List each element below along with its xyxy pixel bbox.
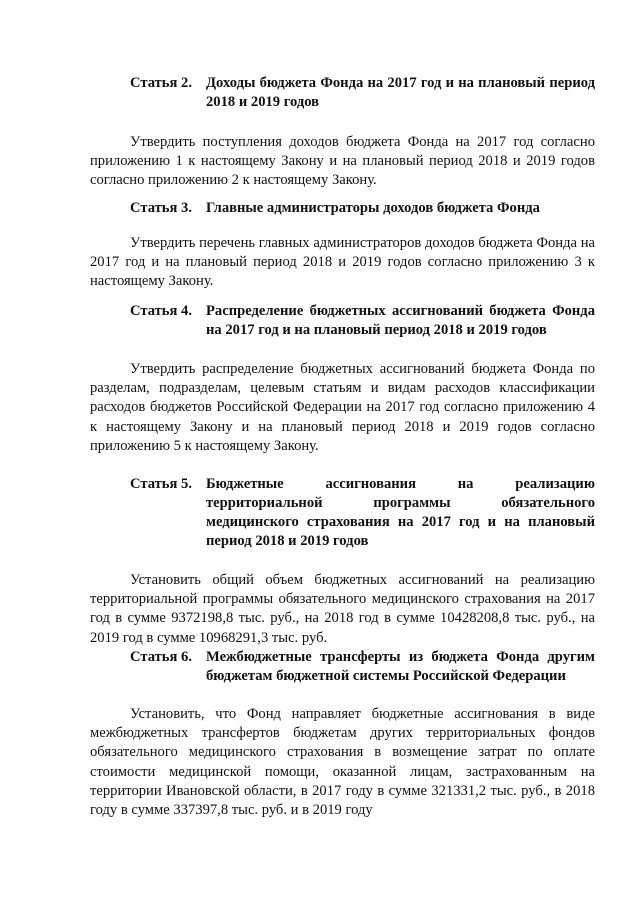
article-number: Статья 5.: [130, 476, 192, 492]
article-5: [90, 475, 595, 648]
article-title: Доходы бюджета Фонда на 2017 год и на плановый период 2018 и 2019 годов: [206, 75, 595, 110]
article-text: Утвердить перечень главных администраторов доходов бюджета Фонда на 2017 год и на плановый период 2018 и 2019 годов согласно приложению 3 к настоящему Закону.: [90, 235, 595, 290]
article-heading: [90, 199, 595, 218]
article-title: Распределение бюджетных ассигнований бюджета Фонда на 2017 год и на плановый период 2018 и 2019 годов: [206, 303, 595, 338]
article-text: Установить, что Фонд направляет бюджетные ассигнования в виде межбюджетных трансфертов бюджетам других территориальных фондов обязательного медицинского страхования в возмещение затрат по оплате стоимости медицинской помощи, оказанной лицам, застрахованным на территории Ивановской области, в 2017 году в сумме 321331,2 тыс. руб., в 2018 году в сумме 337397,8 тыс. руб. и в 2019 году: [90, 706, 595, 819]
article-heading: [90, 302, 595, 340]
article-2: [90, 74, 595, 191]
article-title: Межбюджетные трансферты из бюджета Фонда другим бюджетам бюджетной системы Российской Федерации: [206, 649, 595, 684]
article-text: Установить общий объем бюджетных ассигнований на реализацию территориальной программы обязательного медицинского страхования на 2017 год в сумме 9372198,8 тыс. руб., на 2018 год в сумме 10428208,8 тыс. руб., на 2019 год в сумме 10968291,3 тыс. руб.: [90, 572, 595, 646]
article-text: Утвердить поступления доходов бюджета Фонда на 2017 год согласно приложению 1 к настоящему Закону и на плановый период 2018 и 2019 годов согласно приложению 2 к настоящему Закону.: [90, 134, 595, 189]
article-4: [90, 302, 595, 456]
article-heading: [90, 475, 595, 551]
article-6: [90, 648, 595, 820]
article-text: Утвердить распределение бюджетных ассигнований бюджета Фонда по разделам, подразделам, целевым статьям и видам расходов классификации расходов бюджетов Российской Федерации на 2017 год согласно приложению 4 к настоящему Закону и на плановый период 2018 и 2019 годов согласно приложению 5 к настоящему Закону.: [90, 361, 595, 454]
article-title: Бюджетные ассигнования на реализацию территориальной программы обязательного медицинского страхования на 2017 год и на плановый период 2018 и 2019 годов: [206, 476, 595, 549]
article-3: [90, 199, 595, 292]
article-heading: [90, 74, 595, 112]
article-number: Статья 3.: [130, 200, 192, 216]
article-title: Главные администраторы доходов бюджета Фонда: [206, 200, 540, 216]
article-number: Статья 6.: [130, 649, 192, 665]
article-heading: [90, 648, 595, 686]
article-number: Статья 4.: [130, 303, 192, 319]
article-number: Статья 2.: [130, 75, 192, 91]
